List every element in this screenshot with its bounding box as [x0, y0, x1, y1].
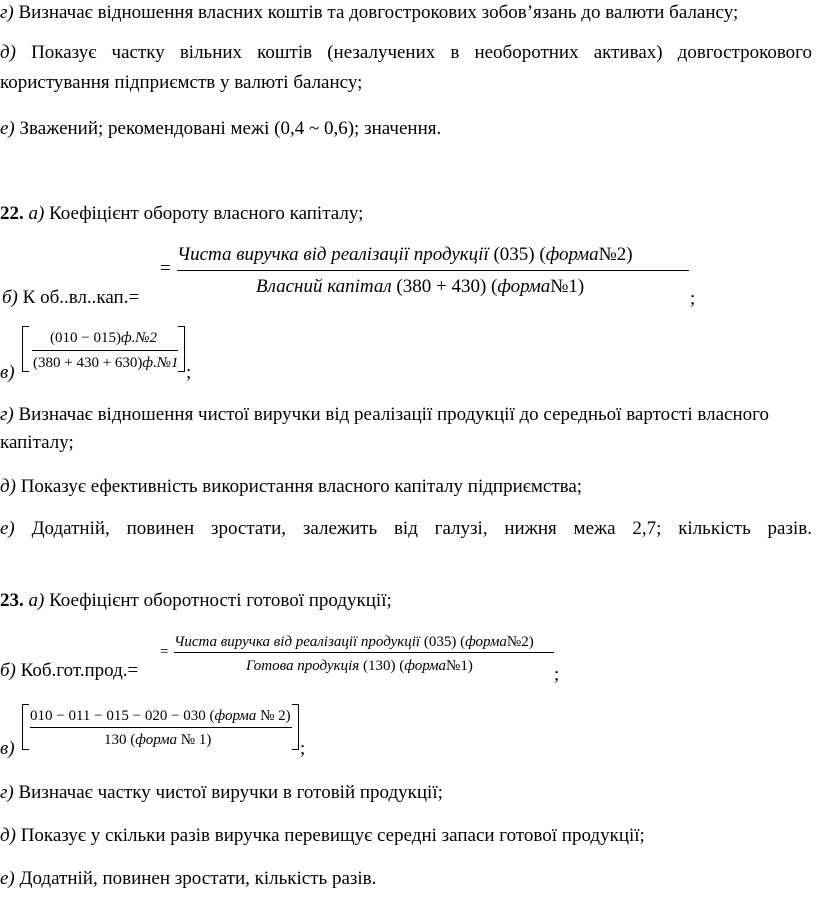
q23-b-label [0, 660, 138, 683]
fraction-denominator: (380 + 430 + 630)ф.№1 [33, 355, 179, 371]
item-label: д) [0, 42, 16, 63]
item-text: Коефіцієнт обороту власного капіталу; [44, 203, 364, 224]
item-label: е) [0, 518, 15, 539]
fraction-bar [177, 270, 689, 271]
left-bracket [22, 704, 29, 750]
item-text: Коб.гот.прод.= [15, 660, 139, 681]
q23-a-line [0, 590, 392, 613]
left-bracket [22, 326, 29, 372]
fraction-denominator: 130 (форма № 1) [104, 732, 212, 748]
item-label: г) [0, 782, 14, 803]
fraction-numerator: 010 − 011 − 015 − 020 − 030 (форма № 2) [30, 708, 291, 724]
equals-sign: = [160, 644, 169, 660]
semicolon: ; [186, 362, 192, 383]
question-number: 22. [0, 203, 24, 224]
q22-d-line [0, 476, 582, 499]
equals-sign: = [160, 258, 171, 279]
q22-b-label [2, 287, 139, 310]
item-label: г) [0, 2, 14, 23]
fraction-bar [30, 727, 292, 728]
item-text: Додатній, повинен зростати, кількість разів. [14, 868, 377, 889]
item-text: Показує частку вільних коштів (незалучених в необоротних активах) довгострокового [31, 42, 813, 63]
q22-g-line2 [0, 432, 74, 455]
q21-e-line [0, 118, 441, 141]
item-label: в) [0, 362, 15, 383]
right-bracket [178, 326, 185, 372]
fraction-denominator: Власний капітал (380 + 430) (форма№1) [256, 276, 585, 297]
fraction-denominator: Готова продукція (130) (форма№1) [246, 658, 473, 674]
item-text: Коефіцієнт оборотності готової продукції; [44, 590, 392, 611]
fraction-numerator: (010 − 015)ф.№2 [50, 330, 157, 346]
item-text: К об..вл..кап.= [17, 287, 140, 308]
item-text: Визначає частку чистої виручки в готовій продукції; [13, 782, 443, 803]
q21-d-line2 [0, 72, 362, 95]
q23-e-line [0, 868, 376, 891]
question-number: 23. [0, 590, 24, 611]
item-text: капіталу; [0, 432, 74, 453]
right-bracket [292, 704, 299, 750]
item-text: користування підприємств у валюті балансу; [0, 72, 363, 93]
q22-a-line [0, 203, 363, 226]
item-label: в) [0, 738, 15, 759]
item-text: Визначає відношення власних коштів та довгострокових зобов’язань до валюти балансу; [13, 2, 739, 23]
item-label: а) [28, 590, 45, 611]
item-text: Додатній, повинен зростати, залежить від галузі, нижня межа 2,7; кількість разів. [31, 518, 812, 539]
q23-d-line [0, 825, 645, 848]
q21-d-line1 [0, 42, 812, 65]
item-label: г) [0, 404, 14, 425]
item-label: д) [0, 476, 16, 497]
item-label: д) [0, 825, 16, 846]
fraction-numerator: Чиста виручка від реалізації продукції (035) (форма№2) [174, 634, 534, 650]
item-text: Визначає відношення чистої виручки від реалізації продукції до середньої вартості власного [13, 404, 769, 425]
semicolon: ; [690, 288, 696, 309]
semicolon: ; [300, 738, 306, 759]
item-text: Показує ефективність використання власного капіталу підприємства; [15, 476, 583, 497]
item-label: е) [0, 868, 15, 889]
q23-g-line [0, 782, 443, 805]
item-label: е) [0, 118, 15, 139]
fraction-numerator: Чиста виручка від реалізації продукції (035) (форма№2) [177, 244, 633, 265]
q22-e-line [0, 518, 812, 541]
fraction-bar [174, 652, 554, 653]
item-label: б) [2, 287, 18, 308]
q22-g-line1 [0, 404, 769, 427]
item-text: Зважений; рекомендовані межі (0,4 ~ 0,6); значення. [14, 118, 442, 139]
item-label: а) [28, 203, 45, 224]
fraction-bar [32, 350, 178, 351]
semicolon: ; [554, 664, 560, 685]
q21-g-line [0, 2, 738, 25]
item-text: Показує у скільки разів виручка перевищує середні запаси готової продукції; [15, 825, 645, 846]
item-label: б) [0, 660, 16, 681]
